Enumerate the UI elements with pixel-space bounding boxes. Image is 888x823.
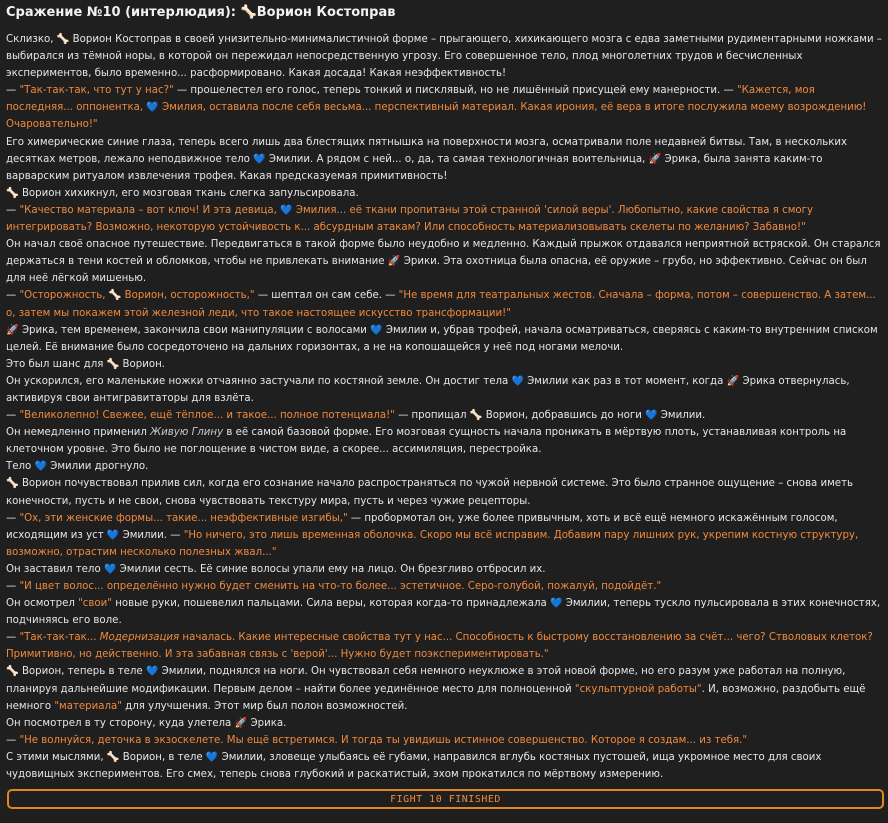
page-title: Сражение №10 (интерлюдия): 🦴Ворион Костоправ (6, 5, 396, 20)
bone-icon: 🦴 (108, 290, 122, 302)
bone-icon: 🦴 (6, 666, 19, 678)
bone-icon: 🦴 (6, 478, 19, 490)
blue-heart-icon: 💙 (205, 751, 219, 763)
blue-heart-icon: 💙 (280, 204, 293, 216)
paragraph: Это был шанс для 🦴 Ворион. (6, 358, 165, 370)
paragraph: — "Великолепно! Свежее, ещё тёплое... и такое... полное потенциала!" — пропищал 🦴 Ворион, добравшись до ноги 💙 Эмилии. (6, 410, 706, 422)
paragraph: — "Так-так-так... Модернизация началась. Какие интересные свойства тут у нас... Способность к быстрому восстановлению за счёт... чего? Стволовых клеток? Примитивно, но действенно. И эта забавная связь с 'верой'... Нужно будет поэкспериментировать." (6, 632, 873, 661)
blue-heart-icon: 💙 (370, 324, 383, 336)
paragraph: С этими мыслями, 🦴 Ворион, в теле 💙 Эмилии, зловеще улыбаясь её губами, направился вглубь костяных пустошей, ища укромное место для своих чудовищных экспериментов. Его смех, теперь снова глубокий и раскатистый, эхом прокатился по мёртвому измерению. (6, 751, 822, 781)
paragraph: — "И цвет волос... определённо нужно будет сменить на что-то более... эстетичное. Серо-голубой, пожалуй, подойдёт." (6, 581, 662, 592)
paragraph: Он начал своё опасное путешествие. Передвигаться в такой форме было неудобно и медленно. Каждый прыжок отдавался неприятной встряской. Он старался держаться в тени костей и обломков, чтобы не привлекать внимание 🚀 Эрики. Эта охотница была опасна, её оружие – грубо, но эффективно. Сейчас он был для неё лёгкой мишенью. (6, 239, 881, 285)
paragraph: Он заставил тело 💙 Эмилии сесть. Её синие волосы упали ему на лицо. Он брезгливо отбросил их. (6, 563, 546, 575)
fight-status-banner (7, 789, 884, 809)
paragraph: — "Ох, эти женские формы... такие... неэффективные изгибы," — пробормотал он, уже более привычным, хоть и всё ещё немного искажённым голосом, исходящим из уст 💙 Эмилии. — "Но ничего, это лишь временная оболочка. Скоро мы всё исправим. Добавим пару лишних рук, укрепим костную структуру, возможно, отрастим несколько полезных жвал..." (6, 512, 859, 558)
bone-icon: 🦴 (106, 358, 120, 370)
fight-status-text: FIGHT 10 FINISHED (390, 793, 501, 805)
story-text (6, 31, 882, 783)
rocket-icon: 🚀 (387, 256, 401, 268)
blue-heart-icon: 💙 (103, 563, 117, 575)
bone-icon: 🦴 (240, 5, 257, 20)
blue-heart-icon: 💙 (145, 666, 159, 678)
paragraph: — "Осторожность, 🦴 Ворион, осторожность," — шептал он сам себе. — "Не время для театральных жестов. Сначала – форма, потом – совершенство. А затем... о, затем мы покажем этой железной леди, что такое настоящее искусство трансформации!" (6, 290, 876, 319)
paragraph: 🦴 Ворион хихикнул, его мозговая ткань слегка запульсировала. (6, 187, 359, 199)
blue-heart-icon: 💙 (645, 410, 658, 422)
paragraph: Его химерические синие глаза, теперь всего лишь два блестящих пятнышка на поверхности мозга, осматривали поле недавней битвы. Там, в нескольких десятках метров, лежало неподвижное тело 💙 Эмилии. А рядом с ней... о, да, та самая технологичная воительница, 🚀 Эрика, была занята каким-то варварским ритуалом извлечения трофея. Какая предсказуемая примитивность! (6, 136, 848, 182)
paragraph: Он ускорился, его маленькие ножки отчаянно застучали по костяной земле. Он достиг тела 💙 Эмилии как раз в тот момент, когда 🚀 Эрика отвернулась, активируя свои антигравитаторы для взлёта. (6, 375, 850, 404)
blue-heart-icon: 💙 (550, 598, 563, 610)
paragraph: Он посмотрел в ту сторону, куда улетела 🚀 Эрика. (6, 717, 287, 729)
blue-heart-icon: 💙 (106, 529, 120, 541)
paragraph: 🦴 Ворион, теперь в теле 💙 Эмилии, поднялся на ноги. Он чувствовал себя немного неуклюже в этой новой форме, но его разум уже работал на полную, планируя дальнейшие модификации. Первым делом – найти более уединённое место для полноценной "скульптурной работы". И, возможно, раздобыть ещё немного "материала" для улучшения. Этот мир был полон возможностей. (6, 666, 866, 712)
blue-heart-icon: 💙 (253, 153, 266, 165)
paragraph: 🚀 Эрика, тем временем, закончила свои манипуляции с волосами 💙 Эмилии и, убрав трофей, начала осматриваться, сверяясь с каким-то внутренним списком целей. Её внимание было сосредоточено на дальних горизонтах, а не на копошащейся у неё под ногами мелочи. (6, 324, 878, 353)
rocket-icon: 🚀 (234, 717, 248, 729)
paragraph: Он немедленно применил Живую Глину в её самой базовой форме. Его мозговая сущность начала проникать в мёртвую плоть, устанавливая контроль на клеточном уровне. Это было не поглощение в чистом виде, а скорее... ассимиляция, перестройка. (6, 427, 847, 456)
paragraph: Склизко, 🦴 Ворион Костоправ в своей унизительно-минималистичной форме – прыгающего, хихикающего мозга с едва заметными рудиментарными ножками – выбирался из тёмной норы, в которой он пережидал непосредственную угрозу. Его совершенное тело, плод многолетних трудов и бесчисленных экспериментов, было временно... расформировано. Какая досада! Какая неэффективность! (6, 34, 882, 80)
rocket-icon: 🚀 (648, 153, 662, 165)
paragraph: — "Так-так-так, что тут у нас?" — прошелестел его голос, теперь тонкий и писклявый, но не лишённый присущей ему манерности. — "Кажется, моя последняя... оппонентка, 💙 Эмилия, оставила после себя весьма... перспективный материал. Какая ирония, её вера в итоге послужила моему возрождению! Очаровательно!" (6, 85, 867, 131)
bone-icon: 🦴 (6, 187, 19, 199)
blue-heart-icon: 💙 (146, 102, 159, 114)
paragraph: Тело 💙 Эмилии дрогнуло. (6, 461, 149, 473)
paragraph: — "Качество материала – вот ключ! И эта девица, 💙 Эмилия... её ткани пропитаны этой странной 'силой веры'. Любопытно, какие свойства я смогу интегрировать? Возможно, некоторую устойчивость к... абсурдным атакам? Или способность материализовывать скелеты по желанию? Забавно!" (6, 204, 814, 234)
paragraph: — "Не волнуйся, деточка в экзоскелете. Мы ещё встретимся. И тогда ты увидишь истинное совершенство. Которое я создам... из тебя." (6, 734, 748, 746)
rocket-icon: 🚀 (726, 375, 740, 387)
blue-heart-icon: 💙 (34, 461, 47, 473)
bone-icon: 🦴 (56, 34, 70, 45)
paragraph: Он осмотрел "свои" новые руки, пошевелил пальцами. Сила веры, которая когда-то принадлежала 💙 Эмилии, теперь тускло пульсировала в этих конечностях, подчиняясь его воле. (6, 598, 881, 627)
bone-icon: 🦴 (469, 410, 483, 422)
blue-heart-icon: 💙 (511, 375, 524, 387)
bone-icon: 🦴 (106, 751, 120, 763)
paragraph: 🦴 Ворион почувствовал прилив сил, когда его сознание начало распространяться по чужой нервной системе. Это было странное ощущение – снова иметь конечности, пусть и не свои, снова чувствовать текстуру мира, пусть и через чужие рецепторы. (6, 478, 854, 507)
rocket-icon: 🚀 (6, 324, 19, 336)
